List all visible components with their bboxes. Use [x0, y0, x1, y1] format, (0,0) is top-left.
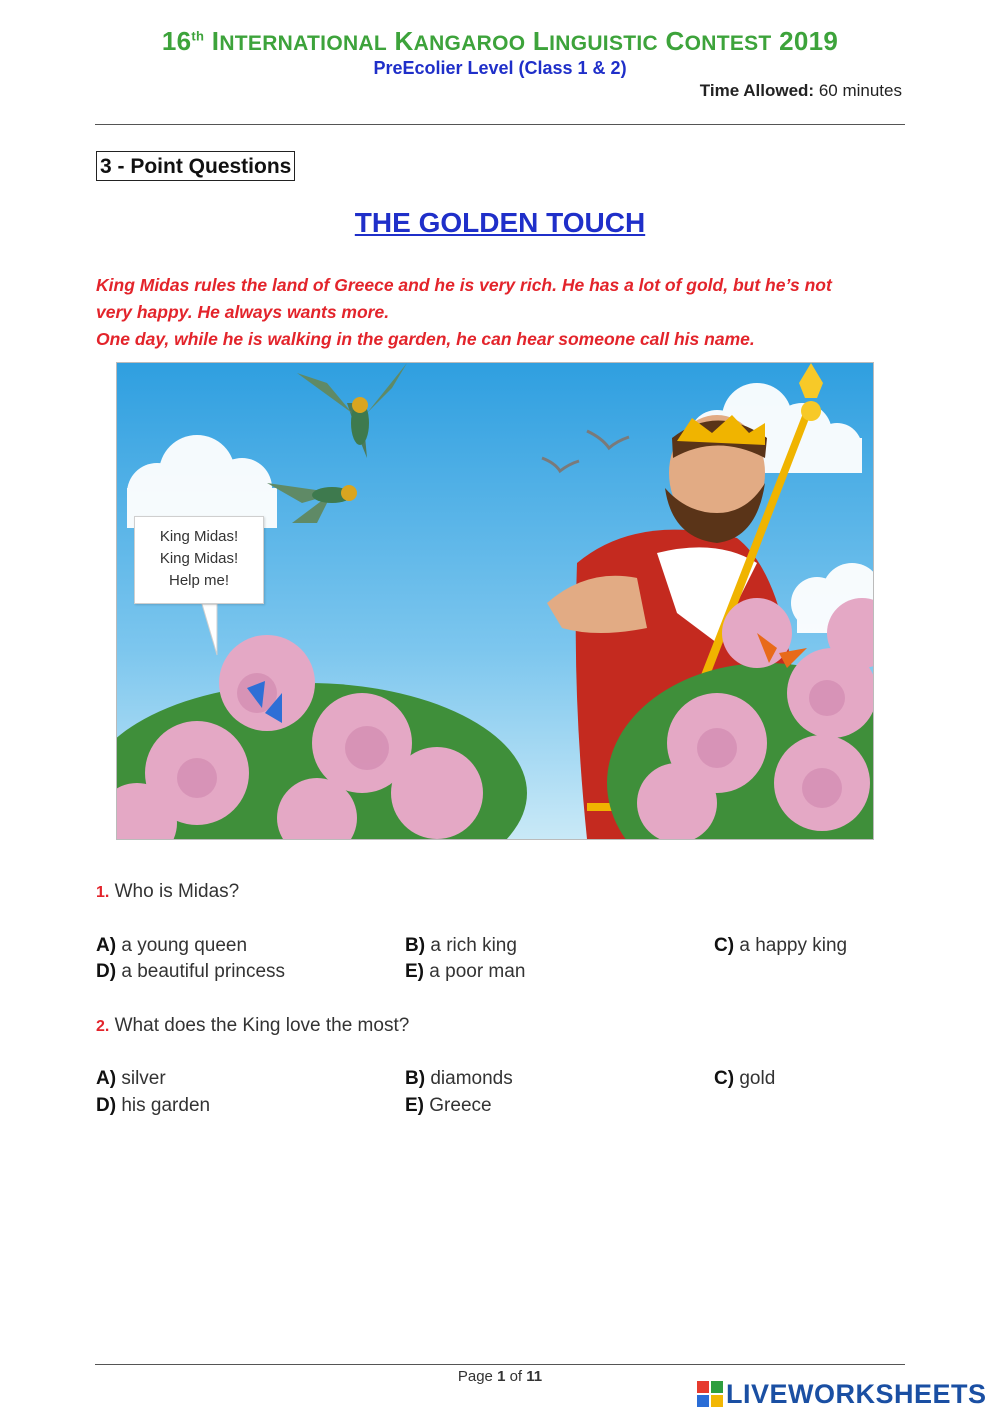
- intro-line-2: very happy. He always wants more.: [96, 302, 390, 322]
- q2-option-a[interactable]: A) silver: [96, 1068, 166, 1089]
- q1-option-c[interactable]: C) a happy king: [714, 935, 848, 956]
- question-number: 1.: [96, 884, 110, 901]
- q1-option-d[interactable]: D) a beautiful princess: [96, 961, 286, 982]
- q2-option-d[interactable]: D) his garden: [96, 1095, 211, 1116]
- intro-line-1: King Midas rules the land of Greece and he is very rich. He has a lot of gold, but he’s not: [96, 275, 832, 295]
- q2-option-c[interactable]: C) gold: [714, 1068, 776, 1089]
- time-allowed: [700, 81, 902, 101]
- title-year: 2019: [779, 26, 839, 56]
- speech-bubble: King Midas! King Midas! Help me!: [134, 516, 264, 604]
- section-heading: 3 - Point Questions: [96, 151, 295, 181]
- intro-line-3: One day, while he is walking in the garden, he can hear someone call his name.: [96, 329, 755, 349]
- q1-option-b[interactable]: B) a rich king: [405, 935, 517, 956]
- footer-divider: [95, 1364, 905, 1365]
- question-text: What does the King love the most?: [114, 1015, 410, 1036]
- title-ordinal: th: [191, 28, 205, 44]
- liveworksheets-brand[interactable]: [697, 1379, 987, 1409]
- brand-text: LIVEWORKSHEETS: [726, 1378, 987, 1409]
- time-value: 60 minutes: [818, 81, 902, 100]
- level-subtitle: PreEcolier Level (Class 1 & 2): [373, 58, 627, 78]
- q1-option-e[interactable]: E) a poor man: [405, 961, 526, 982]
- title-number: 16: [161, 26, 192, 56]
- q2-option-e[interactable]: E) Greece: [405, 1095, 492, 1116]
- q1-option-a[interactable]: A) a young queen: [96, 935, 248, 956]
- page-number: Page 1 of 11: [457, 1368, 543, 1385]
- question-number: 2.: [96, 1018, 110, 1035]
- story-intro: [96, 272, 911, 353]
- header-divider: [95, 124, 905, 125]
- contest-title: 16th INTERNATIONAL KANGAROO LINGUISTIC CONTEST 2019: [161, 26, 839, 56]
- question-2: [96, 1015, 409, 1037]
- story-title: THE GOLDEN TOUCH: [354, 207, 646, 238]
- time-label: Time Allowed:: [699, 81, 815, 100]
- q2-option-b[interactable]: B) diamonds: [405, 1068, 513, 1089]
- question-text: Who is Midas?: [114, 881, 240, 902]
- liveworksheets-logo-icon: [697, 1381, 723, 1407]
- question-1: [96, 881, 239, 903]
